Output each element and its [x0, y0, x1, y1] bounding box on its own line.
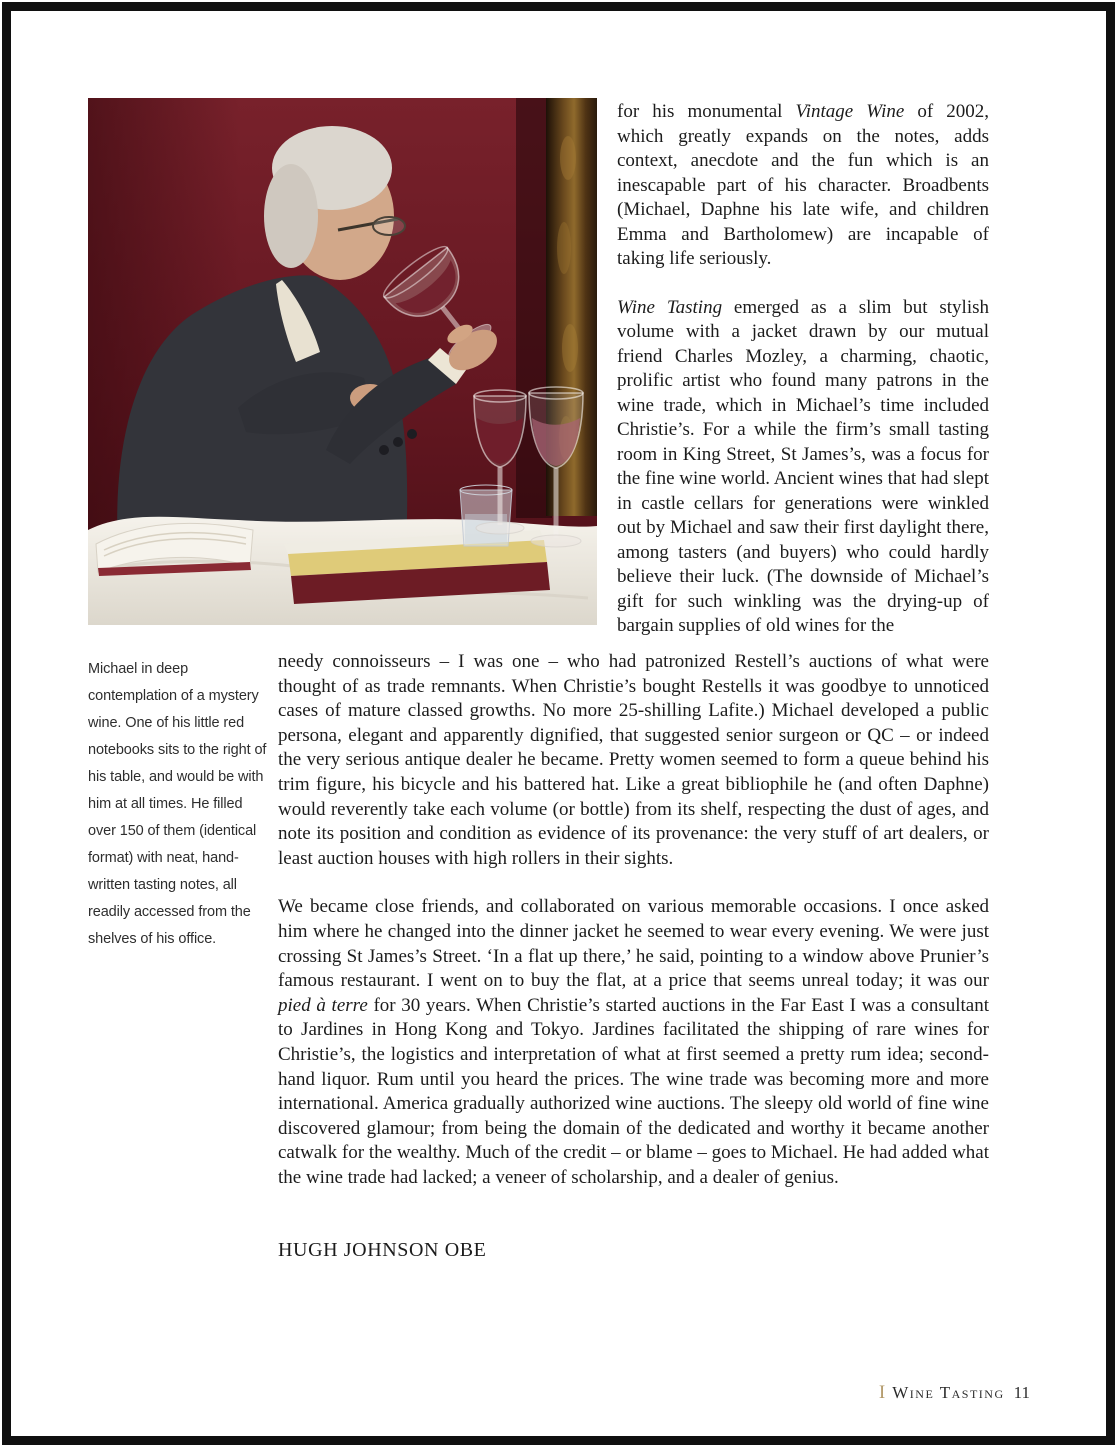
right-text-column	[617, 100, 989, 639]
paragraph-wine-tasting	[617, 296, 989, 639]
text-run: We became close friends, and collaborated on various memorable occasions. I once asked him where he changed into the dinner jacket he seemed to wear every evening. We were just crossing St James’s Street. ‘In a flat up there,’ he said, pointing to a window above Prunier’s famous restaurant. I went on to buy the flat, at a price that seems unreal today; it was our	[278, 896, 989, 992]
sleeve-button	[407, 429, 417, 439]
chapter-marker: I	[878, 1382, 886, 1403]
paragraph-close-friends	[278, 895, 989, 1190]
italic-book-title: Wine Tasting	[617, 296, 723, 318]
running-title: Wine Tasting	[892, 1383, 1005, 1402]
page-footer	[879, 1382, 1030, 1404]
page-number: 11	[1013, 1383, 1030, 1402]
photo-illustration	[88, 98, 597, 625]
water-cup	[460, 485, 512, 546]
photo-caption: Michael in deep contemplation of a mystery wine. One of his little red notebooks sits to the right of his table, and would be with him at all times. He filled over 150 of them (identical format) with neat, hand-written tasting notes, all readily accessed from the shelves of his office.	[88, 661, 267, 947]
italic-phrase: pied à terre	[278, 994, 368, 1016]
sleeve-button	[379, 445, 389, 455]
main-text-block	[278, 650, 989, 1263]
glasses-lens	[373, 217, 405, 235]
paragraph-vintage-wine	[617, 100, 989, 272]
italic-book-title: Vintage Wine	[795, 101, 905, 122]
author-signature: HUGH JOHNSON OBE	[278, 1239, 487, 1262]
hair-side	[264, 164, 318, 268]
text-run: emerged as a slim but stylish volume with a jacket drawn by our mutual friend Charles Mozley, a charming, chaotic, prolific artist who found many patrons in the wine trade, which in Michael’s time included Christie’s. For a while the firm’s small tasting room in King Street, St James’s, was a focus for the fine wine world. Ancient wines that had slept in castle cellars for generations were winkled out by Michael and saw their first daylight there, among tasters (and buyers) who could hardly believe their luck. (The downside of Michael’s gift for such winkling was the drying-up of bargain supplies of old wines for the	[617, 296, 989, 636]
text-run: for his monumental	[617, 101, 796, 122]
photo-michael-broadbent-tasting	[88, 98, 597, 625]
text-run: for 30 years. When Christie’s started auctions in the Far East I was a consultant to Jardines in Hong Kong and Tokyo. Jardines facilitated the shipping of rare wines for Christie’s, the logistics and interpretation of what at first seemed a pretty rum idea; second-hand liquor. Rum until you heard the prices. The wine trade was becoming more and more international. America gradually authorized wine auctions. The sleepy old world of fine wine discovered glamour; from being the domain of the dedicated and worthy it became another catwalk for the wealthy. Much of the credit – or blame – goes to Michael. He had added what the wine trade had lacked; a veneer of scholarship, and a dealer of genius.	[278, 994, 989, 1188]
text-run: of 2002, which greatly expands on the notes, adds context, anecdote and the fun which is an inescapable part of his character. Broadbents (Michael, Daphne his late wife, and children Emma and Bartholomew) are incapable of taking life seriously.	[617, 101, 989, 269]
sleeve-button	[393, 437, 403, 447]
paragraph-needy-connoisseurs: needy connoisseurs – I was one – who had patronized Restell’s auctions of what were thought of as trade remnants. When Christie’s bought Restells it was goodbye to unnoticed cases of mature classed growths. No more 25-shilling Lafite.) Michael developed a public persona, elegant and apparently dignified, that suggested senior surgeon or QC – or indeed the very serious antique dealer he became. Pretty women seemed to form a queue behind his trim figure, his bicycle and his battered hat. Like a great bibliophile he (and often Daphne) would reverently take each volume (or bottle) from its shelf, respecting the dust of ages, and note its position and condition as evidence of its provenance: the very stuff of art dealers, or least auction houses with high rollers in their sights.	[278, 651, 989, 869]
